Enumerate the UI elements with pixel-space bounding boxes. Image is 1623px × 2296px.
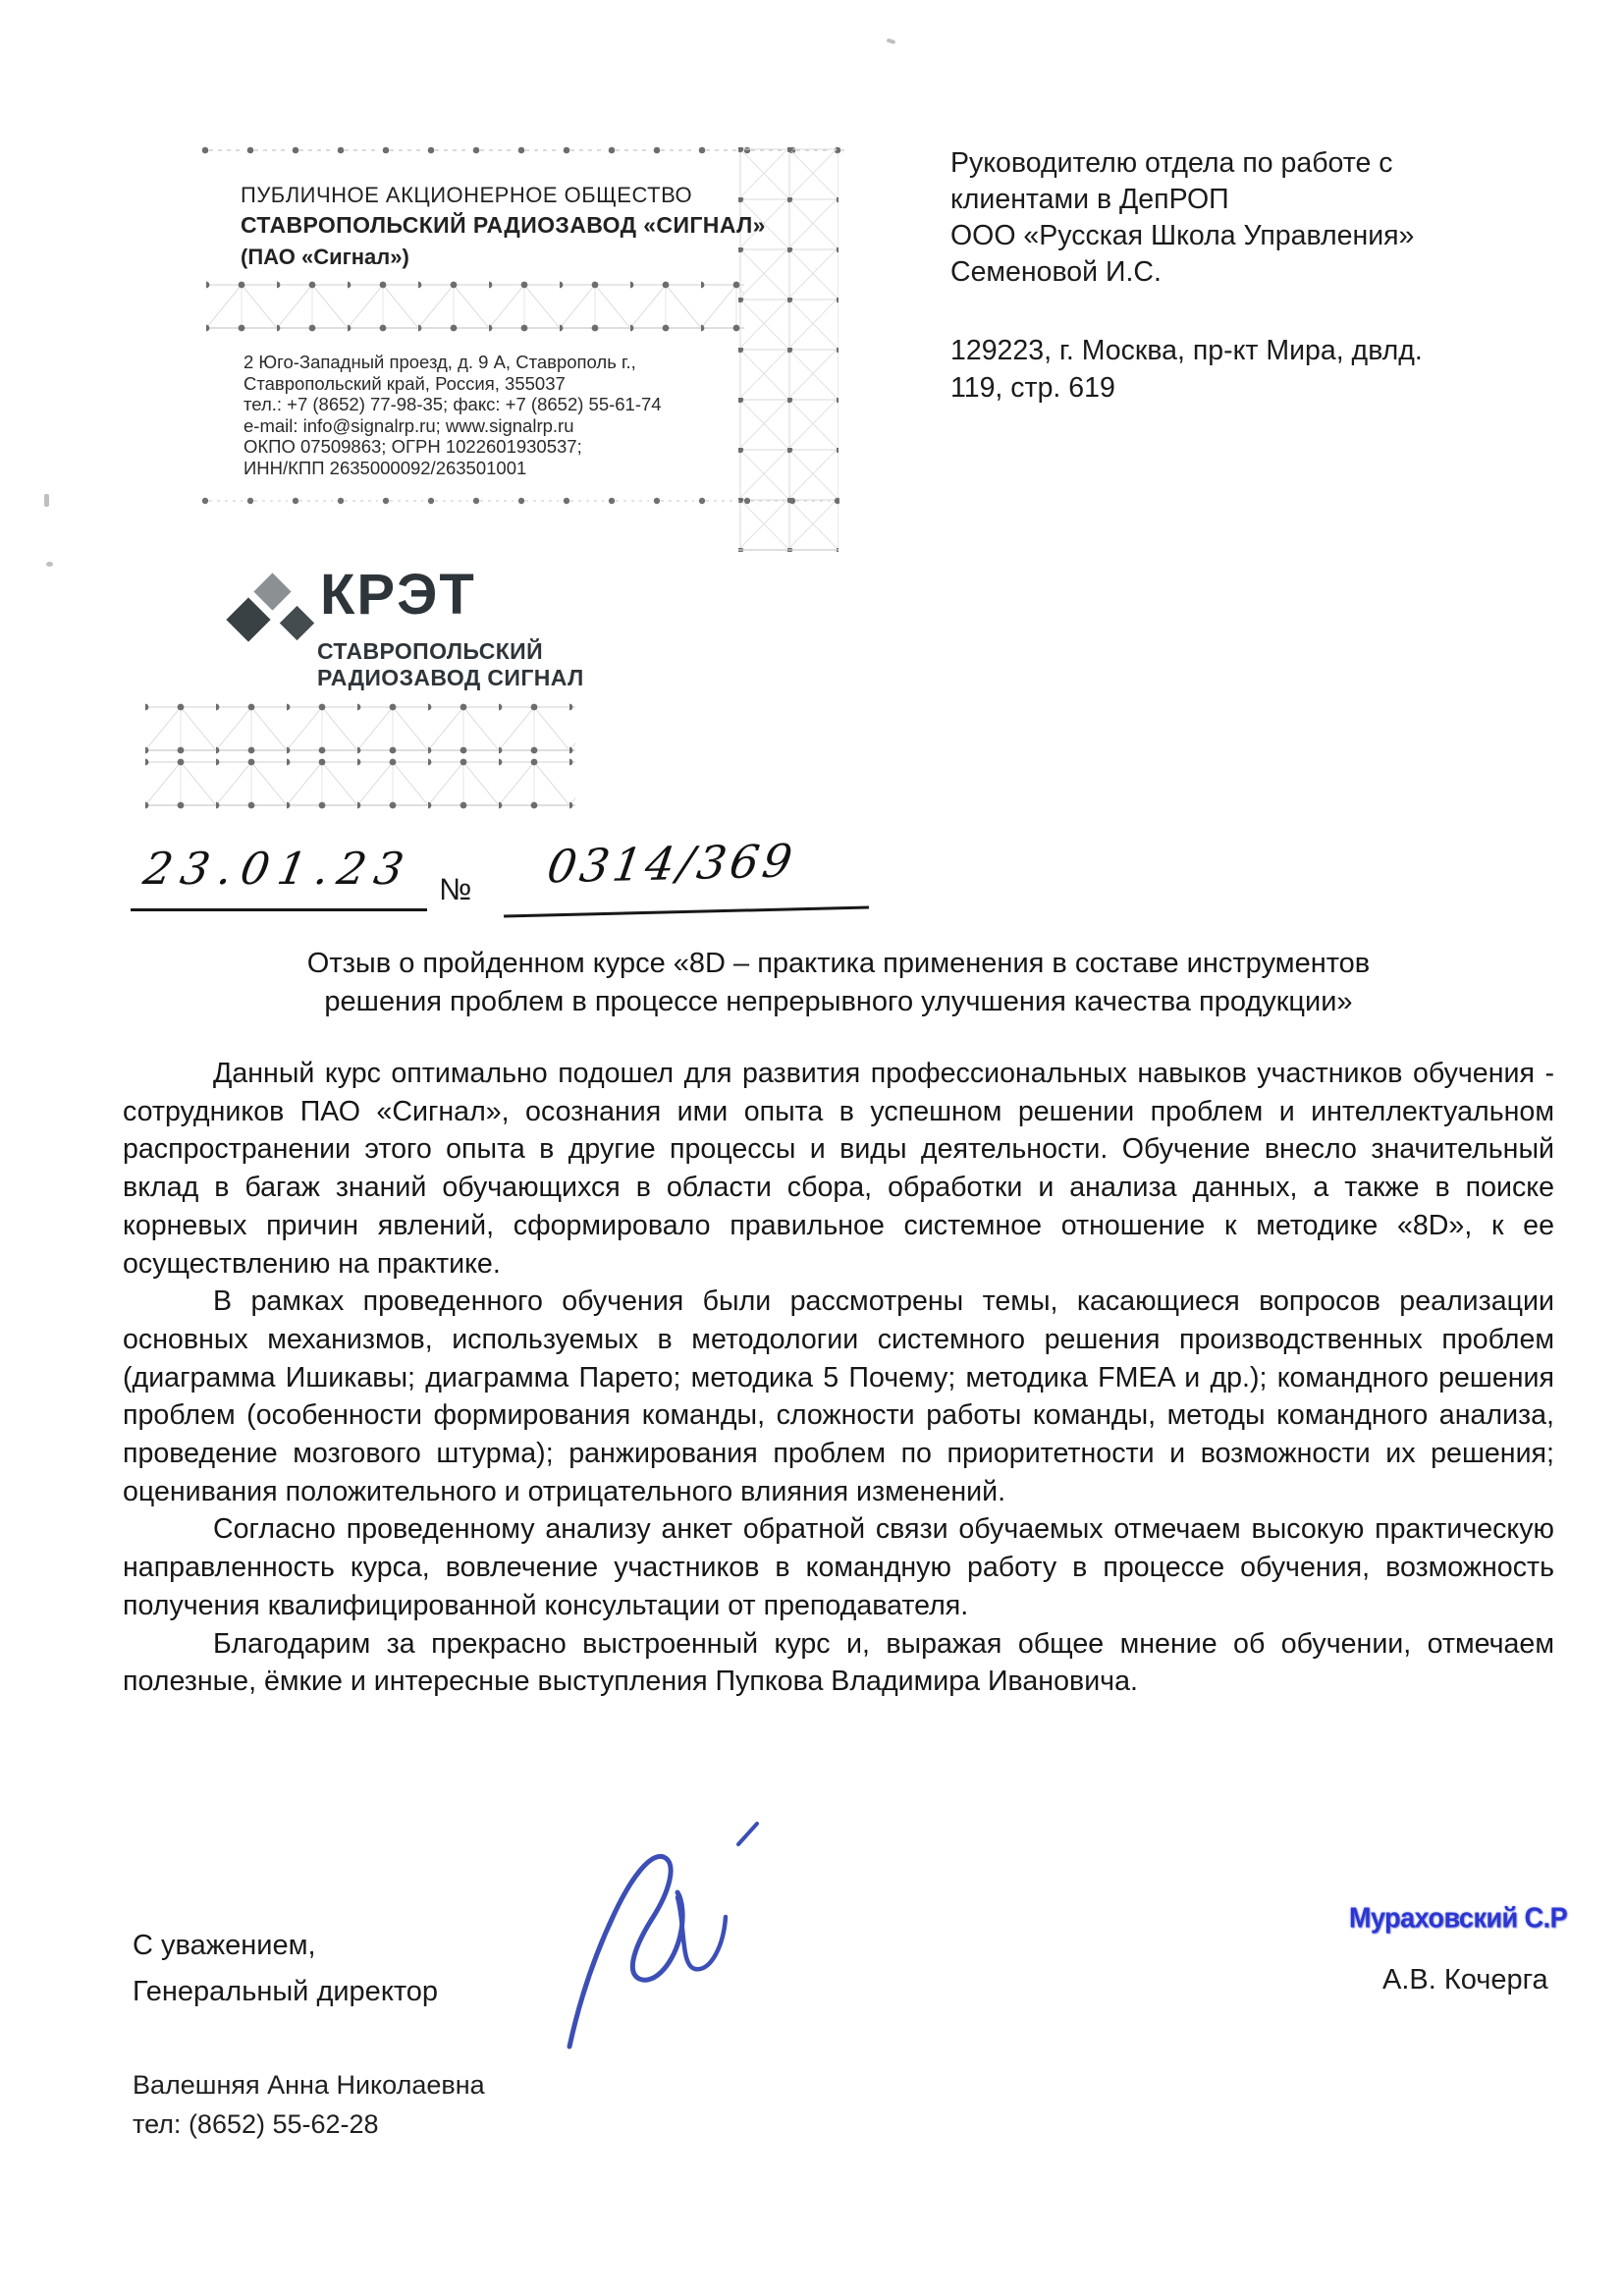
signoff-position: Генеральный директор	[133, 1976, 439, 2007]
kret-logo-text: КРЭТ	[320, 563, 476, 627]
scan-mark	[887, 38, 896, 45]
handwritten-signature	[542, 1807, 778, 2060]
handwritten-date: 23.01.23	[139, 843, 417, 895]
facsimile-stamp: Мураховский С.Р	[1349, 1902, 1568, 1934]
recipient-line: клиентами в ДепРОП	[950, 184, 1229, 215]
letter-title-line: решения проблем в процессе непрерывного улучшения качества продукции»	[324, 986, 1353, 1017]
letter-title-line: Отзыв о пройденном курсе «8D – практика применения в составе инструментов	[306, 948, 1371, 979]
signer-name: А.В. Кочерга	[1382, 1964, 1548, 1995]
letterhead-dot-row-mid	[201, 494, 839, 508]
org-short-name-line: (ПАО «Сигнал»)	[241, 245, 409, 269]
executor-name: Валешняя Анна Николаевна	[133, 2070, 485, 2100]
kret-logo-subtitle	[317, 638, 584, 691]
org-name-line: СТАВРОПОЛЬСКИЙ РАДИОЗАВОД «СИГНАЛ»	[241, 212, 766, 238]
executor-phone: тел: (8652) 55-62-28	[133, 2109, 379, 2139]
ref-number-field	[502, 822, 869, 917]
recipient-address-line: 129223, г. Москва, пр-кт Мира, двлд.	[950, 335, 1423, 366]
ref-number-label: №	[439, 872, 472, 906]
scan-mark	[44, 494, 49, 507]
recipient-line: Семеновой И.С.	[950, 256, 1162, 288]
letter-body	[123, 1055, 1554, 1701]
contact-okpo-line: ОКПО 07509863; ОГРН 1022601930537;	[243, 436, 582, 457]
recipient-block	[950, 145, 1540, 291]
kret-diamonds-icon	[226, 566, 324, 648]
body-paragraph: Согласно проведенному анализу анкет обратной связи обучаемых отмечаем высокую практическую направленность курса, вовлечение участников в командную работу в процессе обучения, возможность получения квалифицированной консультации от преподавателя.	[123, 1513, 1554, 1621]
recipient-address-block	[950, 332, 1540, 407]
contact-phone-line: тел.: +7 (8652) 77-98-35; факс: +7 (8652) 55-61-74	[243, 394, 662, 414]
body-paragraph: Благодарим за прекрасно выстроенный курс и, выражая общее мнение об обучении, отмечаем полезные, ёмкие и интересные выступления Пупкова Владимира Ивановича.	[123, 1627, 1554, 1698]
logo-subtitle-line: СТАВРОПОЛЬСКИЙ	[317, 638, 544, 664]
recipient-address-line: 119, стр. 619	[950, 372, 1115, 404]
contact-email-line: e-mail: info@signalrp.ru; www.signalrp.ru	[243, 414, 574, 436]
letter-title	[123, 945, 1554, 1021]
recipient-line: ООО «Русская Школа Управления»	[950, 220, 1415, 251]
contact-address-line: 2 Юго-Западный проезд, д. 9 А, Ставрополь г.,	[243, 352, 636, 372]
executor-block	[133, 2065, 485, 2144]
ref-date-field	[131, 835, 427, 911]
body-paragraph: Данный курс оптимально подошел для развития профессиональных навыков участников обучения - сотрудников ПАО «Сигнал», осознания ими опыта в успешном решении проблем и интеллектуальном распространении этого опыта в другие процессы и виды деятельности. Обучение внесло значительный вклад в багаж знаний обучающихся в области сбора, обработки и анализа данных, а также в поиске корневых причин явлений, сформировало правильное системное отношение к методике «8D», к ее осуществлению на практике.	[123, 1058, 1554, 1280]
org-contact-block	[243, 352, 662, 478]
org-name-block	[241, 183, 766, 270]
contact-inn-line: ИНН/КПП 2635000092/263501001	[243, 457, 527, 478]
contact-region-line: Ставропольский край, Россия, 355037	[243, 372, 566, 394]
letterhead-truss-band	[206, 279, 744, 334]
scan-mark	[46, 562, 53, 567]
handwritten-number: 0314/369	[543, 834, 800, 894]
letterhead-truss-band-bottom	[145, 701, 575, 811]
signoff-block	[133, 1923, 438, 2015]
logo-subtitle-line: РАДИОЗАВОД СИГНАЛ	[317, 665, 584, 690]
signoff-closing: С уважением,	[133, 1930, 316, 1961]
org-form-line: ПУБЛИЧНОЕ АКЦИОНЕРНОЕ ОБЩЕСТВО	[241, 183, 693, 207]
recipient-line: Руководителю отдела по работе с	[950, 147, 1393, 179]
body-paragraph: В рамках проведенного обучения были рассмотрены темы, касающиеся вопросов реализации основных механизмов, используемых в методологии системного решения производственных проблем (диаграмма Ишикавы; диаграмма Парето; методика 5 Почему; методика FMEA и др.); командного решения проблем (особенности формирования команды, сложности работы команды, методы командного анализа, проведение мозгового штурма); ранжирования проблем по приоритетности и возможности их решения; оценивания положительного и отрицательного влияния изменений.	[123, 1285, 1554, 1507]
